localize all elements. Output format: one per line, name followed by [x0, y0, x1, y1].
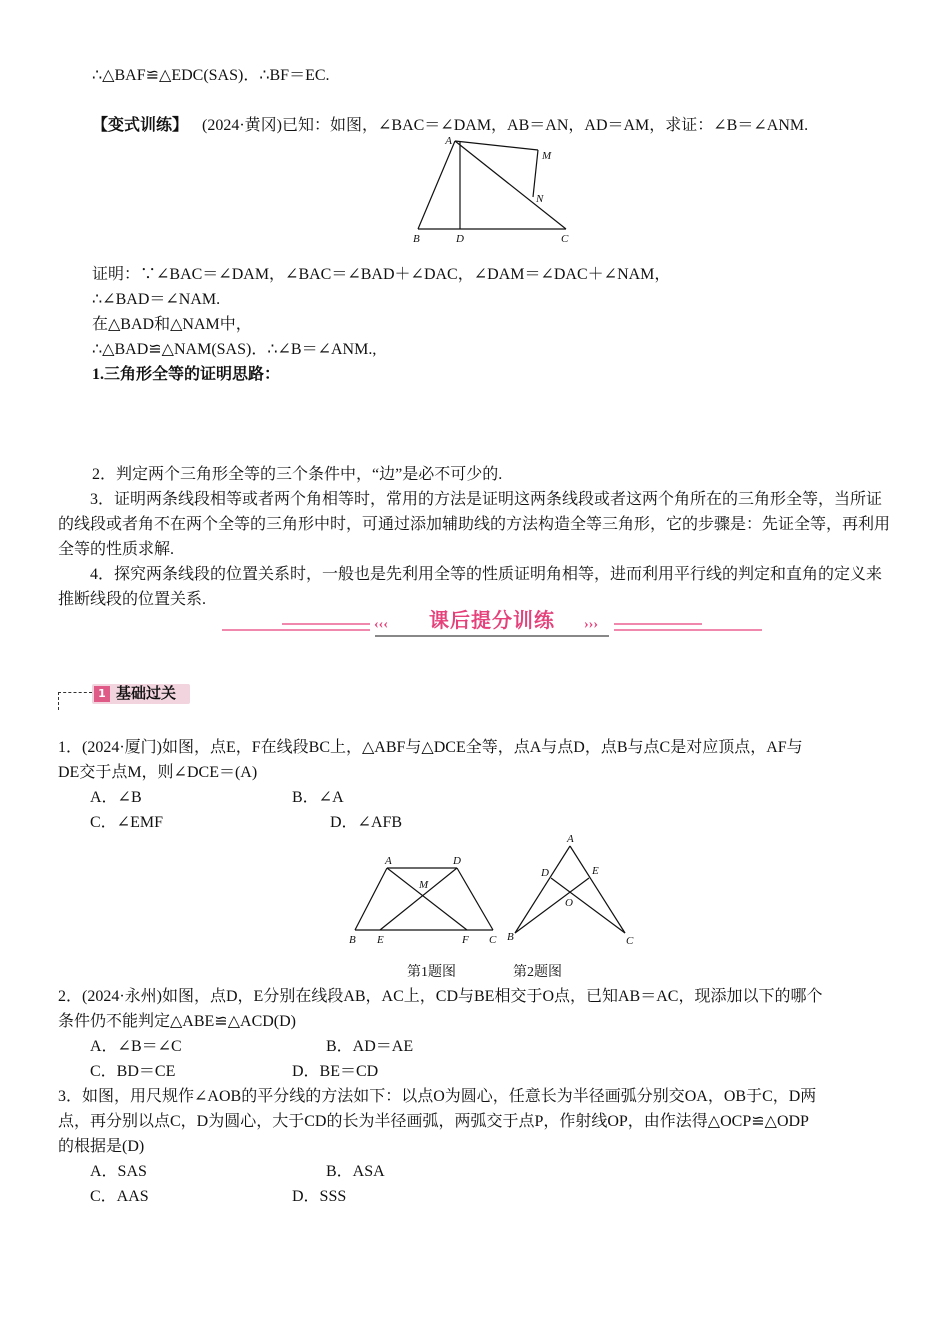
- label-c: C: [561, 233, 569, 245]
- segment-am: [455, 141, 538, 150]
- label-m: M: [542, 150, 552, 162]
- question-2-option-d: D．BE＝CD: [292, 1063, 379, 1080]
- label-b: B: [413, 233, 420, 245]
- fig2-label-a: A: [567, 833, 574, 845]
- question-3-stem-line-2: 点，再分别以点C，D为圆心，大于CD的长为半径画弧，两弧交于点P，作射线OP，由作法得△OCP≌△ODP: [58, 1113, 809, 1130]
- figure-1: [355, 868, 493, 930]
- label-d: D: [456, 233, 464, 245]
- question-1-stem-line-1: 1．(2024·厦门)如图，点E，F在线段BC上，△ABF与△DCE全等，点A与点D，点B与点C是对应顶点，AF与: [58, 739, 803, 756]
- banner-title: 课后提分训练: [429, 608, 555, 632]
- fig2-label-o: O: [565, 897, 573, 909]
- section-title: 基础过关: [116, 684, 177, 702]
- fig1-label-d: D: [453, 855, 461, 867]
- question-3-option-b: B．ASA: [326, 1163, 385, 1180]
- figure-2: [515, 846, 625, 933]
- question-1-option-b: B．∠A: [292, 789, 344, 806]
- proof-line-3: 在△BAD和△NAM中，: [92, 316, 252, 333]
- section-number: 1: [94, 686, 110, 702]
- fig1-label-a: A: [385, 855, 392, 867]
- question-2-option-a: A．∠B＝∠C: [90, 1038, 182, 1055]
- question-3-stem-line-3: 的根据是(D): [58, 1138, 145, 1155]
- question-3-stem-line-1: 3．如图，用尺规作∠AOB的平分线的方法如下：以点O为圆心，任意长为半径画弧分别交OA，OB于C，D两: [58, 1088, 817, 1105]
- variant-figure: [405, 136, 585, 248]
- fig1-label-b: B: [349, 934, 356, 946]
- variant-problem: [92, 113, 808, 138]
- question-2-option-b: B．AD＝AE: [326, 1038, 414, 1055]
- question-2-stem-line-1: 2．(2024·永州)如图，点D，E分别在线段AB，AC上，CD与BE相交于O点，已知AB＝AC，现添加以下的哪个: [58, 988, 823, 1005]
- fig2-label-c: C: [626, 935, 634, 947]
- question-3-option-d: D．SSS: [292, 1188, 347, 1205]
- question-2-option-c: C．BD＝CE: [90, 1063, 176, 1080]
- segment-mn: [533, 150, 538, 197]
- figure-2-caption: 第2题图: [513, 965, 562, 980]
- proof-conclusion-line: ∴△BAF≌△EDC(SAS)．∴BF＝EC.: [92, 67, 330, 84]
- question-1-option-c: C．∠EMF: [90, 814, 163, 831]
- label-a: A: [445, 136, 452, 147]
- fig1-label-e: E: [377, 934, 384, 946]
- variant-tag: 【变式训练】: [92, 117, 189, 134]
- summary-item-1: 1.三角形全等的证明思路：: [92, 366, 281, 383]
- fig1-label-f: F: [462, 934, 469, 946]
- svg-text:‹‹‹: ‹‹‹: [374, 617, 388, 632]
- fig1-label-m: M: [419, 879, 429, 891]
- summary-item-2: 2．判定两个三角形全等的三个条件中，“边”是必不可少的.: [92, 466, 503, 483]
- section-banner: [222, 606, 762, 642]
- proof-line-1: 证明：∵∠BAC＝∠DAM，∠BAC＝∠BAD＋∠DAC，∠DAM＝∠DAC＋∠NAM，: [92, 266, 671, 283]
- label-n: N: [536, 193, 544, 205]
- fig2-label-e: E: [592, 865, 599, 877]
- question-2-stem-line-2: 条件仍不能判定△ABE≌△ACD(D): [58, 1013, 297, 1030]
- question-3-option-a: A．SAS: [90, 1163, 147, 1180]
- summary-item-3: 3．证明两条线段相等或者两个角相等时，常用的方法是证明这两条线段或者这两个角所在的三角形全等，当所证的线段或者角不在两个全等的三角形中时，可通过添加辅助线的方法构造全等三角形，它的步骤是：先证全等，再利用全等的性质求解.: [58, 491, 891, 558]
- proof-line-2: ∴∠BAD＝∠NAM.: [92, 291, 221, 308]
- figure-1-caption: 第1题图: [407, 965, 456, 980]
- question-1-option-d: D．∠AFB: [330, 814, 403, 831]
- question-3-option-c: C．AAS: [90, 1188, 149, 1205]
- svg-text:›››: ›››: [584, 617, 598, 632]
- section-header: [58, 684, 198, 712]
- segment-ab: [418, 141, 455, 229]
- question-1-stem-line-2: DE交于点M，则∠DCE＝(A): [58, 764, 258, 781]
- fig1-label-c: C: [489, 934, 497, 946]
- fig2-label-b: B: [507, 931, 514, 943]
- variant-text: (2024·黄冈)已知：如图，∠BAC＝∠DAM，AB＝AN，AD＝AM，求证：∠B＝∠ANM.: [202, 117, 809, 134]
- fig2-label-d: D: [541, 867, 549, 879]
- questions-figures: [345, 828, 645, 988]
- proof-line-4: ∴△BAD≌△NAM(SAS)．∴∠B＝∠ANM.,: [92, 341, 377, 358]
- question-1-option-a: A．∠B: [90, 789, 142, 806]
- summary-item-4: 4．探究两条线段的位置关系时，一般也是先利用全等的性质证明角相等，进而利用平行线的判定和直角的定义来推断线段的位置关系.: [58, 566, 883, 608]
